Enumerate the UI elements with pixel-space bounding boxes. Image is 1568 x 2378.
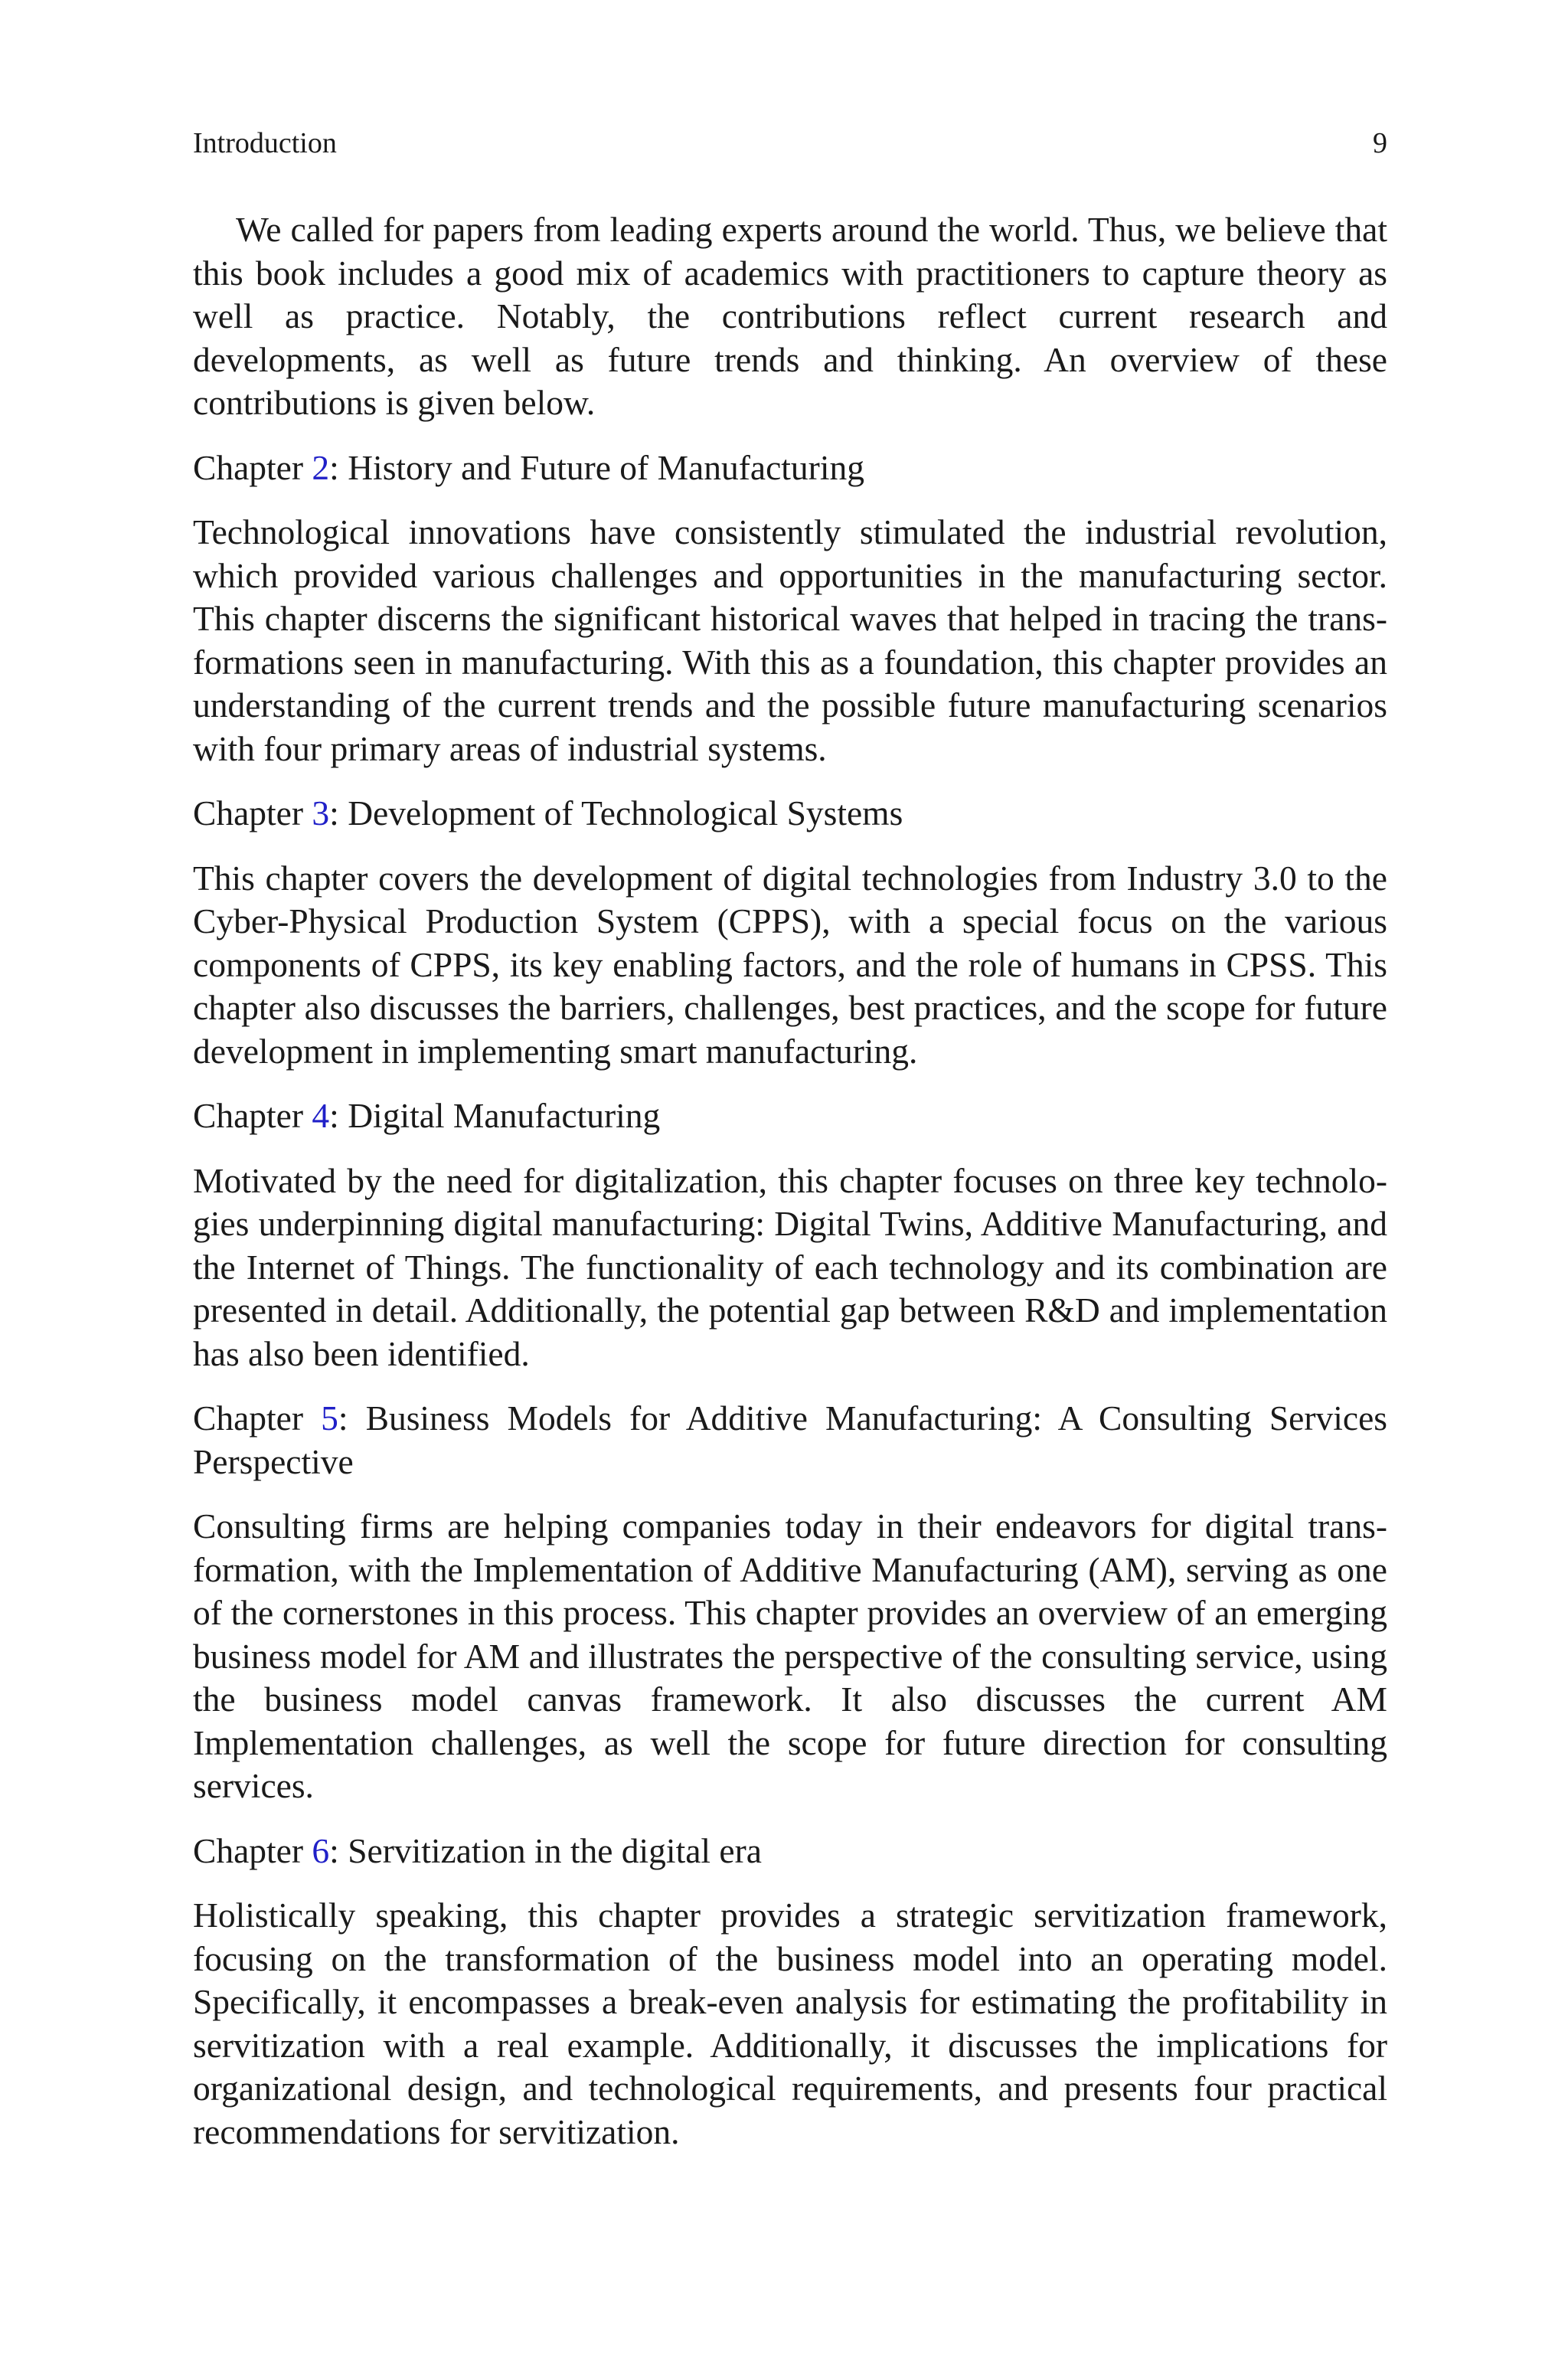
chapter-prefix: Chapter [193,447,312,487]
running-title: Introduction [193,127,337,159]
chapter-title: : Digital Manufacturing [329,1096,661,1135]
page-body [193,208,1387,2175]
chapter-summary-6: Holistically speaking, this chapter provides a strategic servitization framework, focusing on the transformation of the business model into an operating model. Specifically, it encompasses a break-even analysis for estimating the profitability in servitization with a real example. Additionally, it discusses the implications for organizational design, and technological requirements, and presents four practical recommendations for servitization. [193,1896,1387,2151]
chapter-prefix: Chapter [193,1096,312,1135]
chapter-title: : Servitization in the digital era [329,1830,762,1870]
intro-paragraph: We called for papers from leading experts around the world. Thus, we believe that this book includes a good mix of academics with practitioners to capture theory as well as practice. Notably, the contributions reflect current research and developments, as well as future trends and thinking. An overview of these contributions is given below. [193,210,1387,422]
chapter-prefix: Chapter [193,1830,312,1870]
chapter-heading-2 [193,446,1387,490]
chapter-link-6[interactable]: 6 [312,1830,330,1870]
chapter-prefix: Chapter [193,1398,322,1438]
chapter-summary-3: This chapter covers the development of digital technologies from Industry 3.0 to the Cyber-Physical Production System (CPPS), with a special focus on the various components of CPPS, its key enabling factors, and the role of humans in CPSS. This chapter also discusses the barriers, challenges, best practices, and the scope for future development in implementing smart manufacturing. [193,858,1387,1071]
page-header [193,124,1387,162]
chapter-heading-3 [193,792,1387,836]
chapter-title: : History and Future of Manufacturing [329,447,864,487]
chapter-link-3[interactable]: 3 [312,793,330,832]
chapter-summary-5: Consulting firms are helping companies today in their endeavors for digital transformation, with the Implementation of Additive Manufacturing (AM), serving as one of the cornerstones in this process. This chapter provides an overview of an emerging business model for AM and illustrates the perspective of the consulting service, using the business model canvas framework. It also discusses the current AM Implementation challenges, as well the scope for future direction for consulting services. [193,1506,1387,1805]
chapter-prefix: Chapter [193,793,312,832]
chapter-title: : Business Models for Additive Manufacturing: A Consulting Services Perspective [193,1398,1387,1481]
chapter-link-5[interactable]: 5 [321,1398,338,1438]
chapter-heading-5 [193,1397,1387,1483]
chapter-link-2[interactable]: 2 [312,447,330,487]
page-number: 9 [1373,127,1387,159]
chapter-heading-4 [193,1094,1387,1138]
chapter-link-4[interactable]: 4 [312,1096,330,1135]
chapter-title: : Development of Technological Systems [329,793,903,832]
chapter-summary-2: Technological innovations have consistently stimulated the industrial revolution, which provided various challenges and opportunities in the manufacturing sector. This chapter discerns the significant historical waves that helped in tracing the transformations seen in manufacturing. With this as a foundation, this chapter provides an understanding of the current trends and the possible future manufacturing scenarios with four primary areas of industrial systems. [193,512,1387,768]
chapter-heading-6 [193,1830,1387,1873]
chapter-summary-4: Motivated by the need for digitalization, this chapter focuses on three key technologies underpinning digital manufacturing: Digital Twins, Additive Manufacturing, and the Internet of Things. The functionality of each technology and its combination are presented in detail. Additionally, the potential gap between R&D and implementation has also been identified. [193,1160,1387,1373]
